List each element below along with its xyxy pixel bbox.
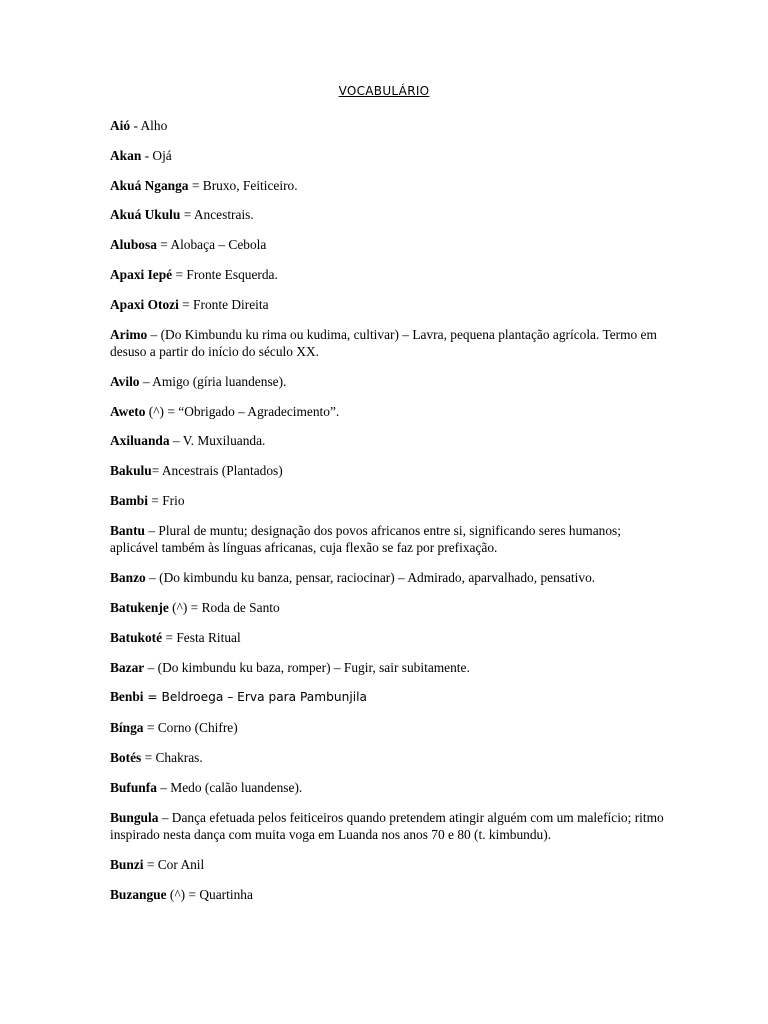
entry-term: Arimo [110, 326, 148, 342]
entry-term: Aió [110, 118, 131, 133]
vocabulary-entry [110, 266, 670, 284]
vocabulary-entry [110, 147, 670, 165]
entry-term: Aweto [110, 403, 146, 419]
entry-definition: – (Do kimbundu ku baza, romper) – Fugir, sair subitamente. [144, 659, 470, 675]
entry-term: Bínga [110, 720, 144, 736]
entry-term: Akuá Nganga [110, 177, 189, 193]
vocabulary-entry [110, 569, 670, 587]
entry-definition: = Alobaça – Cebola [156, 237, 267, 253]
entry-term: Apaxi Otozi [110, 296, 179, 312]
vocabulary-entry [110, 432, 670, 450]
entry-term: Bufunfa [110, 779, 157, 795]
vocabulary-entry [110, 462, 670, 480]
vocabulary-list [110, 117, 670, 915]
document-title: VOCABULÁRIO [338, 84, 430, 98]
entry-definition: = Festa Ritual [162, 629, 241, 645]
vocabulary-entry [110, 886, 670, 904]
vocabulary-entry [110, 629, 670, 647]
entry-term: Bunzi [110, 856, 144, 872]
entry-term: Akuá Ukulu [110, 207, 181, 223]
entry-term: Axiluanda [110, 433, 170, 449]
vocabulary-entry [110, 206, 670, 224]
entry-term: Benbi [110, 689, 144, 705]
entry-definition: – Plural de muntu; designação dos povos africanos entre si, significando seres humanos; aplicável também às línguas africanas, cuja flexão se faz por prefixação. [110, 522, 621, 556]
entry-term: Akan [110, 147, 142, 163]
vocabulary-entry [110, 403, 670, 421]
vocabulary-entry [110, 749, 670, 767]
vocabulary-entry [110, 236, 670, 254]
vocabulary-entry [110, 177, 670, 195]
entry-definition: (^) = Quartinha [166, 886, 253, 902]
vocabulary-entry [110, 522, 670, 557]
entry-term: Batukenje [110, 599, 169, 615]
entry-term: Bazar [110, 659, 145, 675]
vocabulary-entry [110, 688, 670, 707]
vocabulary-entry [110, 599, 670, 617]
entry-term: Bantu [110, 522, 145, 538]
vocabulary-entry [110, 809, 670, 844]
entry-definition: = Ancestrais. [180, 207, 254, 223]
entry-definition: – Amigo (gíria luandense). [139, 373, 287, 389]
entry-definition: = Ancestrais (Plantados) [151, 463, 283, 479]
entry-term: Bakulu [110, 463, 152, 479]
entry-definition: = Corno (Chifre) [143, 720, 238, 736]
entry-definition: = Fronte Esquerda. [172, 266, 278, 282]
entry-term: Batukoté [110, 629, 163, 645]
entry-term: Apaxi Iepé [110, 266, 173, 282]
entry-term: Botés [110, 749, 142, 765]
entry-definition: - Ojá [141, 147, 172, 163]
vocabulary-entry [110, 719, 670, 737]
entry-definition: – Medo (calão luandense). [156, 779, 303, 795]
entry-definition: – V. Muxiluanda. [169, 433, 266, 449]
entry-term: Alubosa [110, 237, 157, 253]
vocabulary-entry [110, 492, 670, 510]
vocabulary-entry [110, 296, 670, 314]
entry-definition: (^) = “Obrigado – Agradecimento”. [145, 403, 340, 419]
entry-term: Bambi [110, 493, 148, 509]
entry-definition: = Cor Anil [143, 856, 205, 872]
entry-definition: (^) = Roda de Santo [168, 599, 280, 615]
entry-term: Avilo [110, 373, 140, 389]
vocabulary-entry [110, 117, 670, 135]
entry-definition: = Fronte Direita [178, 296, 269, 312]
entry-definition: – Dança efetuada pelos feiticeiros quando pretendem atingir alguém com um malefício; ritmo inspirado nesta dança com muita voga em Luanda nos anos 70 e 80 (t. kimbundu). [110, 809, 664, 843]
entry-definition: – (Do kimbundu ku banza, pensar, raciocinar) – Admirado, aparvalhado, pensativo. [145, 570, 596, 586]
entry-term: Banzo [110, 570, 146, 586]
entry-definition: = Chakras. [141, 749, 203, 765]
vocabulary-entry [110, 326, 670, 361]
vocabulary-entry [110, 856, 670, 874]
vocabulary-entry [110, 779, 670, 797]
vocabulary-entry [110, 373, 670, 391]
entry-definition: = Frio [147, 493, 185, 509]
entry-term: Bungula [110, 809, 159, 825]
entry-term: Buzangue [110, 886, 167, 902]
entry-definition: - Alho [130, 118, 168, 133]
vocabulary-entry [110, 659, 670, 677]
entry-definition: – (Do Kimbundu ku rima ou kudima, cultivar) – Lavra, pequena plantação agrícola. Termo em desuso a partir do início do século XX. [110, 326, 657, 360]
entry-definition: = Bruxo, Feiticeiro. [188, 177, 298, 193]
entry-definition: = Beldroega – Erva para Pambunjila [143, 690, 367, 705]
